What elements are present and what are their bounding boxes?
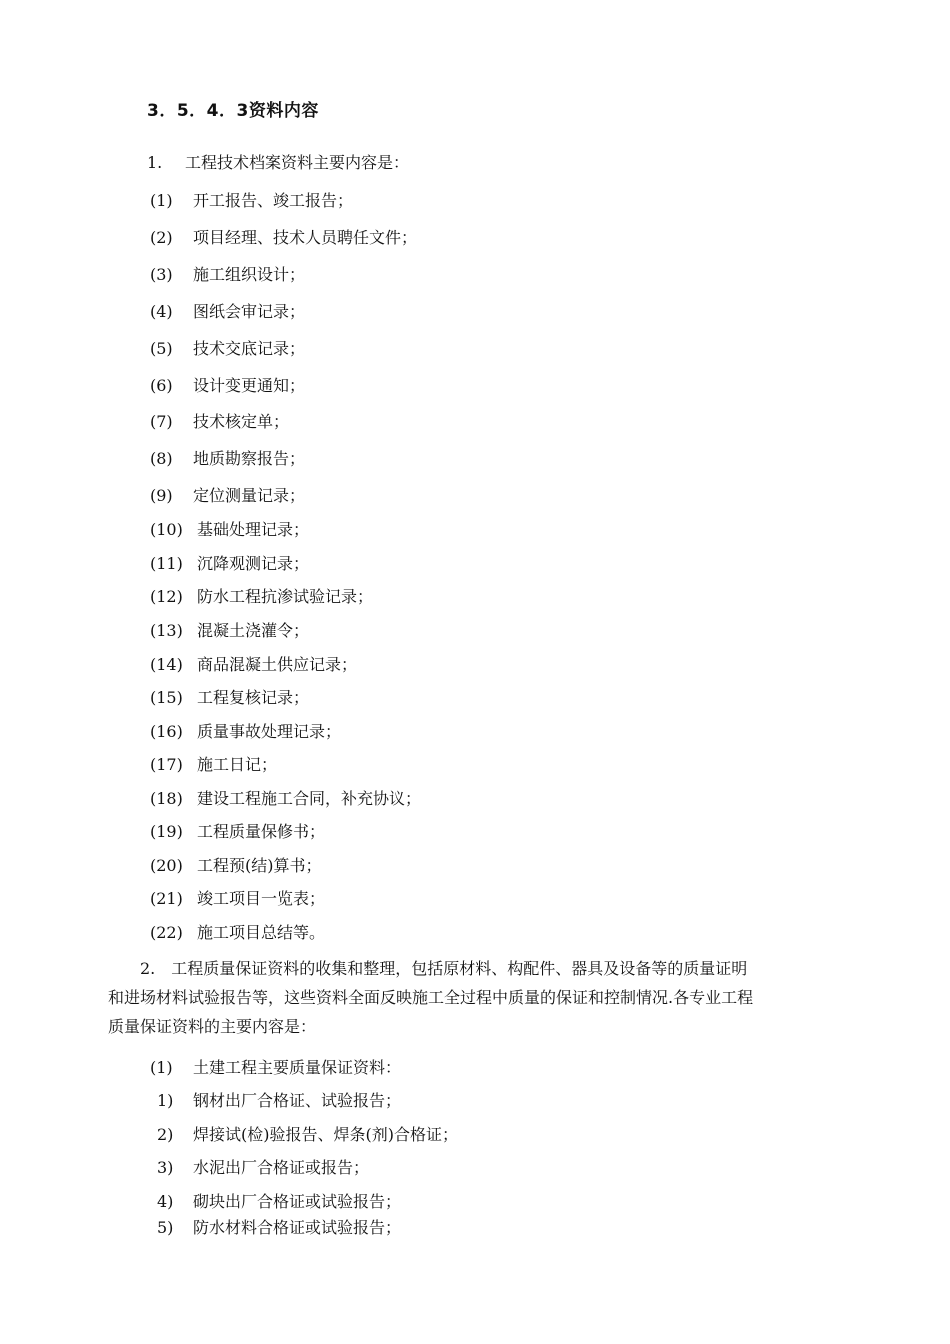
section2-subheading-text: 土建工程主要质量保证资料： <box>193 1058 402 1077</box>
list-item-number: (18) <box>150 789 183 808</box>
section2-list-item <box>157 1192 401 1212</box>
list-item-text: 设计变更通知； <box>193 376 306 395</box>
list-item-text: 图纸会审记录； <box>193 302 306 321</box>
list-item-number: (9) <box>150 486 173 505</box>
list-item-text: 施工组织设计； <box>193 265 306 284</box>
list-item-text: 技术核定单； <box>193 412 290 431</box>
list-item-number: 4) <box>157 1192 174 1211</box>
list-item-number: (12) <box>150 587 183 606</box>
list-item-number: (7) <box>150 412 173 431</box>
list-item-number: (6) <box>150 376 173 395</box>
list-item-number: (5) <box>150 339 173 358</box>
list-item-text: 防水材料合格证或试验报告； <box>193 1218 402 1237</box>
list-item-text: 建设工程施工合同，补充协议； <box>197 789 422 808</box>
section1-list-item <box>150 520 309 540</box>
section1-list-item <box>150 789 421 809</box>
list-item-text: 砌块出厂合格证或试验报告； <box>193 1192 402 1211</box>
list-item-number: (21) <box>150 889 183 908</box>
list-item-text: 焊接试(检)验报告、焊条(剂)合格证； <box>193 1125 458 1144</box>
list-item-text: 水泥出厂合格证或报告； <box>193 1158 370 1177</box>
list-item-text: 工程复核记录； <box>197 688 310 707</box>
section1-list-item <box>150 923 325 943</box>
section1-list-item <box>150 191 353 211</box>
section1-list-item <box>150 554 309 574</box>
section1-title-text: 工程技术档案资料主要内容是： <box>185 153 410 172</box>
list-item-text: 施工日记； <box>197 755 278 774</box>
list-item-text: 技术交底记录； <box>193 339 306 358</box>
list-item-text: 混凝土浇灌令； <box>197 621 310 640</box>
list-item-number: (13) <box>150 621 183 640</box>
list-item-number: (17) <box>150 755 183 774</box>
section2-paragraph-line: 和进场材料试验报告等，这些资料全面反映施工全过程中质量的保证和控制情况.各专业工程 <box>108 988 754 1007</box>
list-item-text: 商品混凝土供应记录； <box>197 655 358 674</box>
section2-paragraph-line: 2. 工程质量保证资料的收集和整理，包括原材料、构配件、器具及设备等的质量证明 <box>108 959 748 978</box>
section2-paragraph-line: 质量保证资料的主要内容是： <box>108 1017 317 1036</box>
list-item-text: 基础处理记录； <box>197 520 310 539</box>
section2-list-item <box>157 1158 369 1178</box>
list-item-text: 项目经理、技术人员聘任文件； <box>193 228 418 247</box>
list-item-text: 防水工程抗渗试验记录； <box>197 587 374 606</box>
section2-list-item <box>157 1125 458 1145</box>
list-item-number: (19) <box>150 822 183 841</box>
list-item-text: 工程预(结)算书； <box>197 856 322 875</box>
list-item-number: (20) <box>150 856 183 875</box>
list-item-number: 2) <box>157 1125 174 1144</box>
list-item-number: (10) <box>150 520 183 539</box>
section1-list-item <box>150 302 305 322</box>
section1-list-item <box>150 265 305 285</box>
section1-list-item <box>150 822 325 842</box>
list-item-number: (8) <box>150 449 173 468</box>
section1-list-item <box>150 376 305 396</box>
section1-list-item <box>150 856 322 876</box>
list-item-number: (16) <box>150 722 183 741</box>
list-item-text: 质量事故处理记录； <box>197 722 342 741</box>
list-item-number: (14) <box>150 655 183 674</box>
section1-list-item <box>150 449 305 469</box>
section1-list-item <box>150 889 325 909</box>
list-item-text: 地质勘察报告； <box>193 449 306 468</box>
section1-list-item <box>150 228 417 248</box>
list-item-number: (3) <box>150 265 173 284</box>
list-item-number: 1) <box>157 1091 174 1110</box>
section2-subheading-num: (1) <box>150 1058 173 1077</box>
list-item-text: 开工报告、竣工报告； <box>193 191 354 210</box>
list-item-text: 工程质量保修书； <box>197 822 326 841</box>
list-item-number: (15) <box>150 688 183 707</box>
section-heading: 3．5．4．3资料内容 <box>147 101 319 121</box>
section1-list-item <box>150 688 309 708</box>
section1-list-item <box>150 587 373 607</box>
list-item-number: 3) <box>157 1158 174 1177</box>
section2-paragraph <box>108 954 888 1041</box>
section1-title-num: 1. <box>147 153 163 172</box>
list-item-number: (1) <box>150 191 173 210</box>
section2-list-item <box>157 1091 401 1111</box>
list-item-number: (22) <box>150 923 183 942</box>
section1-title <box>147 153 409 173</box>
section1-list-item <box>150 655 357 675</box>
list-item-text: 竣工项目一览表； <box>197 889 326 908</box>
list-item-number: (2) <box>150 228 173 247</box>
list-item-text: 定位测量记录； <box>193 486 306 505</box>
section2-list-item <box>157 1218 401 1238</box>
section1-list-item <box>150 412 289 432</box>
list-item-text: 施工项目总结等。 <box>197 923 326 942</box>
section1-list-item <box>150 339 305 359</box>
section2-subheading <box>150 1058 401 1078</box>
list-item-number: (4) <box>150 302 173 321</box>
list-item-text: 钢材出厂合格证、试验报告； <box>193 1091 402 1110</box>
section1-list-item <box>150 486 305 506</box>
section1-list-item <box>150 722 341 742</box>
section1-list-item <box>150 755 277 775</box>
list-item-number: 5) <box>157 1218 174 1237</box>
section1-list-item <box>150 621 309 641</box>
list-item-number: (11) <box>150 554 183 573</box>
list-item-text: 沉降观测记录； <box>197 554 310 573</box>
